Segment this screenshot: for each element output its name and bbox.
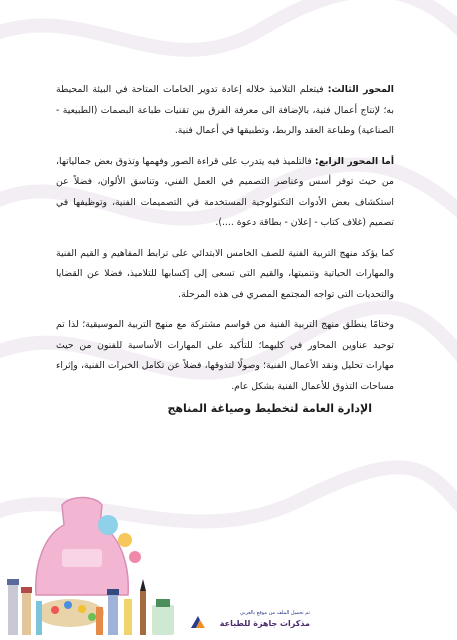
brand-tagline: تم تحميل الملف من موقع بالعربي [239, 610, 310, 616]
paragraph-axis-four [56, 152, 394, 234]
art-supplies-illustration [0, 495, 190, 640]
brand-name: مذكرات جاهزة للطباعة [219, 619, 310, 628]
paragraph-curriculum-values [56, 244, 394, 306]
brand-logo-icon [190, 614, 206, 630]
paragraph-text: فالتلميذ فيه يتدرب على قراءة الصور وفهمها وتذوق بعض جمالياتها، من حيث توفر أسس وعناصر التصميم في العمل الفني، وتناسق الألوان، فضلاً عن استكشاف بعض الأدوات التكنولوجية المستخدمة في التصميمات الفنية، وتوظيفها في تصميم (غلاف كتاب - إعلان - بطاقة دعوة ....). [56, 155, 394, 228]
paragraph-text: فيتعلم التلاميذ خلاله إعادة تدوير الخامات المتاحة في البيئة المحيطة به؛ لإنتاج أعمال فنية، بالإضافة الى معرفة الفرق بين تقنيات طباعة البصمات (الطبيعية - الصناعية) وطباعة العقد والربط، وتطبيقها في أعمال فنية. [56, 84, 394, 136]
paragraph-axis-three [56, 80, 394, 142]
paragraph-text: وختامًا ينطلق منهج التربية الفنية من قواسم مشتركة مع منهج التربية الموسيقية؛ لذا تم توحيد عناوين المحاور في كليهما؛ للتأكيد على المهارات الأساسية للفنون من حيث مهارات تحليل ونقد الأعمال الفنية؛ وصولًا لتذوقها، فضلاً عن تكامل الخبرات الفنية، وإثراء مساحات التذوق للأعمال الفنية بشكل عام. [56, 319, 394, 392]
document-body [56, 80, 394, 407]
paragraph-text: كما يؤكد منهج التربية الفنية للصف الخامس الابتدائي على ترابط المفاهيم و القيم الفنية والمهارات الحياتية وتنميتها، والقيم التى تسعى إلى إكسابها للتلاميذ، فضلا عن القضايا والتحديات التى تواجه المجتمع المصري فى هذه المرحلة. [56, 247, 394, 300]
paragraph-label: أما المحور الرابع: [314, 155, 394, 167]
brand-footer [190, 608, 310, 636]
paragraph-conclusion [56, 315, 394, 397]
paragraph-label: المحور الثالث: [327, 84, 394, 95]
signature-line: الإدارة العامة لتخطيط وصياغة المناهج [167, 402, 372, 415]
